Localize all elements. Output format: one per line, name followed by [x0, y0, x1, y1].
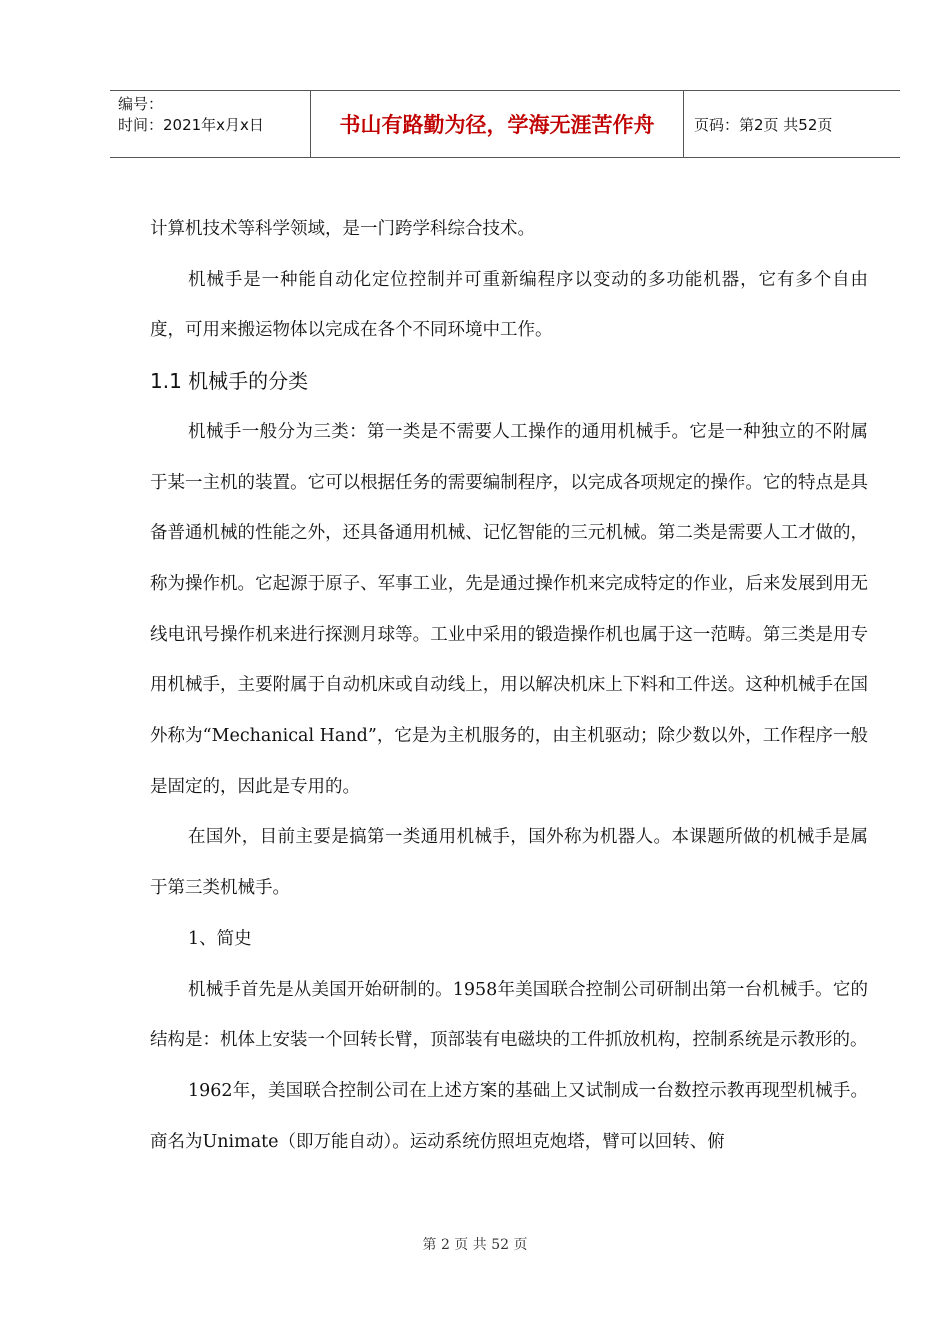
paragraph-6: 1962年，美国联合控制公司在上述方案的基础上又试制成一台数控示教再现型机械手。商名为Unimate（即万能自动）。运动系统仿照坦克炮塔，臂可以回转、俯	[150, 1080, 868, 1152]
paragraph-4: 在国外，目前主要是搞第一类通用机械手，国外称为机器人。本课题所做的机械手是属于第三类机械手。	[150, 827, 868, 899]
document-number-label: 编号：	[118, 95, 164, 113]
header-page-info: 页码：第2页 共52页	[694, 115, 833, 134]
document-body	[150, 204, 868, 1167]
header-motto: 书山有路勤为径，学海无涯苦作舟	[310, 91, 684, 157]
paragraph-2: 机械手是一种能自动化定位控制并可重新编程序以变动的多功能机器，它有多个自由度，可用来搬运物体以完成在各个不同环境中工作。	[150, 269, 868, 341]
page-header	[110, 90, 900, 158]
section-heading: 1.1 机械手的分类	[150, 369, 309, 394]
paragraph-5: 机械手首先是从美国开始研制的。1958年美国联合控制公司研制出第一台机械手。它的结构是：机体上安装一个回转长臂，顶部装有电磁块的工件抓放机构，控制系统是示教形的。	[150, 979, 868, 1051]
document-time-label: 时间：2021年x月x日	[118, 116, 264, 134]
paragraph-3: 机械手一般分为三类：第一类是不需要人工操作的通用机械手。它是一种独立的不附属于某一主机的装置。它可以根据任务的需要编制程序，以完成各项规定的操作。它的特点是具备普通机械的性能之外，还具备通用机械、记忆智能的三元机械。第二类是需要人工才做的，称为操作机。它起源于原子、军事工业，先是通过操作机来完成特定的作业，后来发展到用无线电讯号操作机来进行探测月球等。工业中采用的锻造操作机也属于这一范畴。第三类是用专用机械手，主要附属于自动机床或自动线上，用以解决机床上下料和工件送。这种机械手在国外称为“Mechanical Hand”，它是为主机服务的，由主机驱动；除少数以外，工作程序一般是固定的，因此是专用的。	[150, 421, 868, 797]
page-footer: 第 2 页 共 52 页	[422, 1237, 528, 1253]
header-left-cell	[110, 91, 310, 157]
subheading-history: 1、简史	[188, 928, 252, 949]
paragraph-1: 计算机技术等科学领域，是一门跨学科综合技术。	[150, 219, 535, 239]
